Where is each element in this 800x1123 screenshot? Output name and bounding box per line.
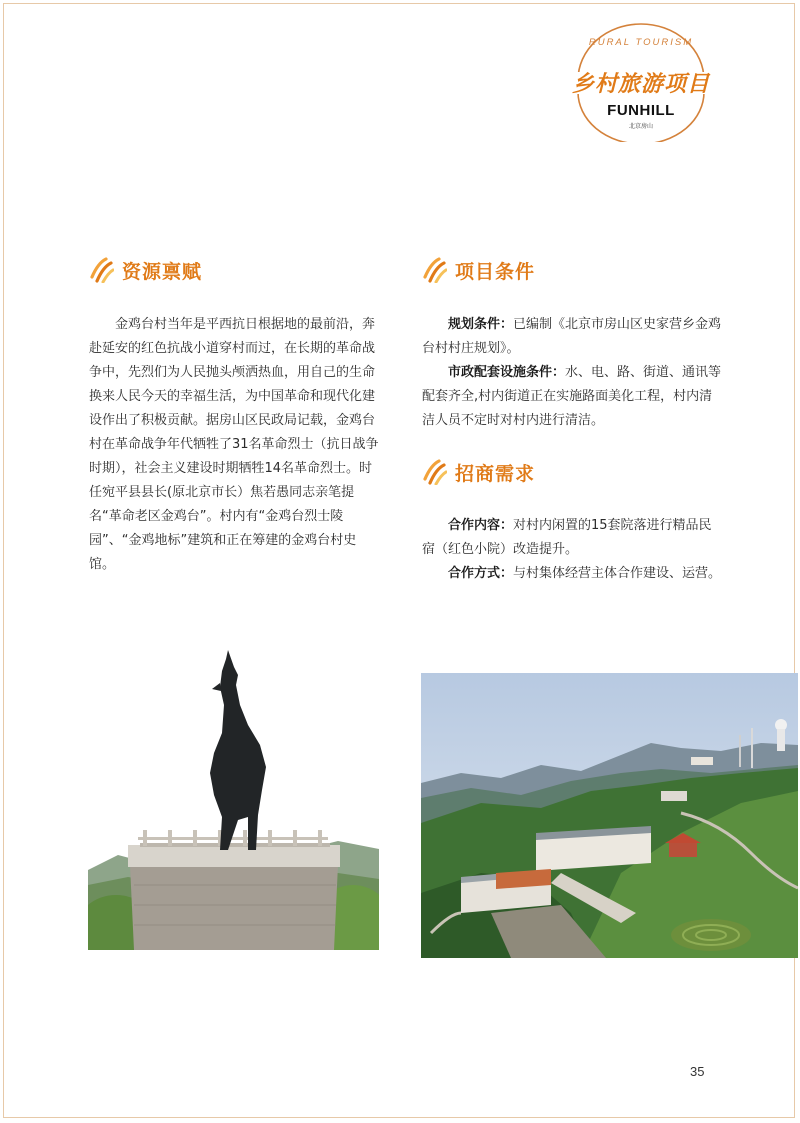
stripes-icon (90, 257, 114, 283)
municipal-condition (422, 361, 722, 433)
logo-top-text: RURAL TOURISM (588, 37, 694, 48)
rooster-monument-photo (88, 645, 379, 950)
content-label: 合作内容： (448, 518, 514, 533)
logo-sub-text: 北京房山 (628, 123, 653, 130)
cooperation-content (422, 514, 722, 562)
rural-tourism-logo (556, 22, 726, 142)
method-text: 与村集体经营主体合作建设、运营。 (513, 566, 722, 581)
municipal-text: 水、电、路、街道、通讯等配套齐全,村内街道正在实施路面美化工程，村内清洁人员不定时对村内进行清洁。 (422, 365, 722, 428)
stripes-icon (423, 459, 447, 485)
investment-block (422, 514, 722, 586)
cooperation-method (422, 562, 722, 586)
page-number: 35 (690, 1064, 705, 1079)
section-title: 招商需求 (455, 462, 536, 485)
logo-brand-text: FUNHILL (607, 102, 675, 119)
section-title: 项目条件 (455, 260, 536, 283)
resources-paragraph: 金鸡台村当年是平西抗日根据地的最前沿，奔赴延安的红色抗战小道穿村而过，在长期的革命战争中，先烈们为人民抛头颅洒热血，用自己的生命换来人民今天的幸福生活，为中国革命和现代化建设作出了积极贡献。据房山区民政局记载，金鸡台村在革命战争年代牺牲了31名革命烈士（抗日战争时期），社会主义建设时期牺牲14名革命烈士。时任宛平县县长(原北京市长）焦若愚同志亲笔提名“革命老区金鸡台”。村内有“金鸡台烈士陵园”、“金鸡地标”建筑和正在筹建的金鸡台村史馆。 (89, 317, 379, 572)
planning-text: 已编制《北京市房山区史家营乡金鸡台村村庄规划》。 (422, 317, 722, 356)
content-text: 对村内闲置的15套院落进行精品民宿（红色小院）改造提升。 (422, 518, 712, 557)
method-label: 合作方式： (448, 566, 514, 581)
section-title: 资源禀赋 (122, 260, 203, 283)
logo-main-text: 乡村旅游项目 (571, 72, 710, 97)
resources-paragraph-block (89, 313, 381, 577)
section-heading-investment (423, 456, 535, 488)
village-aerial-photo (421, 673, 798, 958)
municipal-label: 市政配套设施条件： (448, 365, 566, 380)
conditions-block (422, 313, 722, 433)
stripes-icon (423, 257, 447, 283)
section-heading-resources (90, 254, 202, 286)
section-heading-conditions (423, 254, 535, 286)
planning-condition (422, 313, 722, 361)
planning-label: 规划条件： (448, 317, 514, 332)
